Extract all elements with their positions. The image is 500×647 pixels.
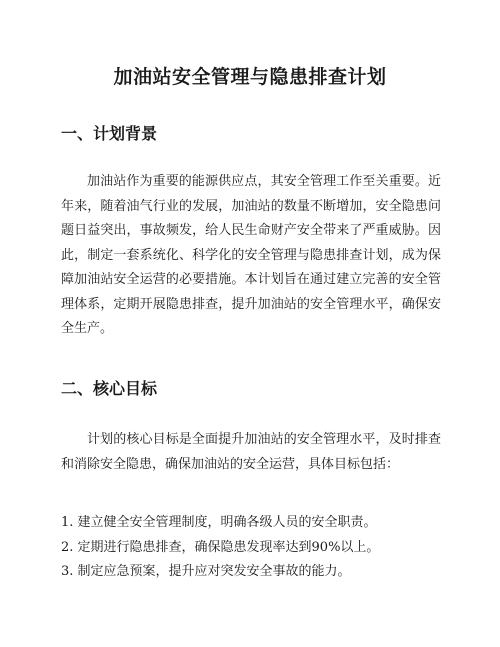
goals-list	[61, 511, 451, 585]
list-item: 3. 制定应急预案，提升应对突发安全事故的能力。	[61, 564, 351, 579]
section-heading-core-goals: 二、核心目标	[61, 379, 158, 398]
section-heading-background: 一、计划背景	[61, 124, 158, 143]
document-title: 加油站安全管理与隐患排查计划	[113, 66, 387, 88]
core-goals-paragraph: 计划的核心目标是全面提升加油站的安全管理水平，及时排查和消除安全隐患，确保加油站的安全运营，具体目标包括：	[61, 432, 441, 472]
background-paragraph: 加油站作为重要的能源供应点，其安全管理工作至关重要。近年来，随着油气行业的发展，加油站的数量不断增加，安全隐患问题日益突出，事故频发，给人民生命财产安全带来了严重威胁。因此，制定一套系统化、科学化的安全管理与隐患排查计划，成为保障加油站安全运营的必要措施。本计划旨在通过建立完善的安全管理体系，定期开展隐患排查，提升加油站的安全管理水平，确保安全生产。	[61, 174, 441, 336]
list-item: 1. 建立健全安全管理制度，明确各级人员的安全职责。	[61, 515, 377, 530]
list-item: 2. 定期进行隐患排查，确保隐患发现率达到90%以上。	[61, 539, 380, 555]
